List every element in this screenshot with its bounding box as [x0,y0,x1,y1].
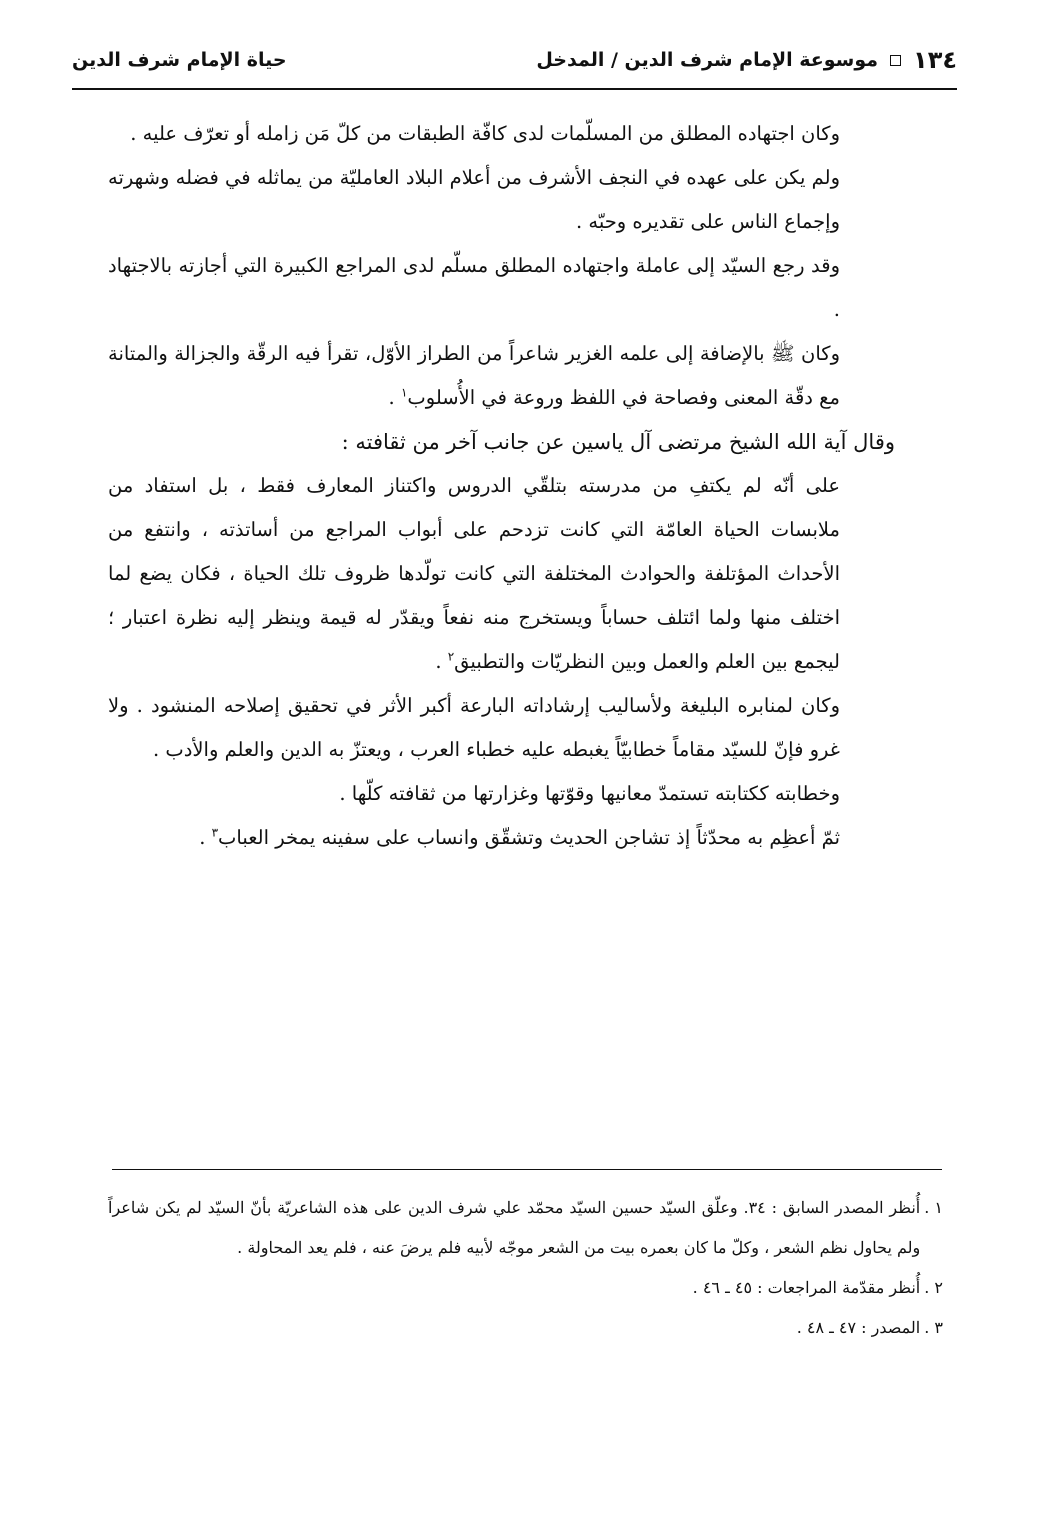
header-rule [72,88,957,90]
paragraph-4-text: وكان ﷺ بالإضافة إلى علمه الغزير شاعراً من الطراز الأوّل، تقرأ فيه الرقّة والجزالة والمتانة مع دقّة المعنى وفصاحة في اللفظ وروعة في الأُسلوب [108,342,840,409]
footnote-text: أُنظر مقدّمة المراجعات : ٤٥ ـ ٤٦ . [692,1278,921,1297]
paragraph-9-end: . [199,826,212,849]
book-title: موسوعة الإمام شرف الدين / المدخل [536,49,879,71]
footnote-ref-3: ٣ [211,825,219,840]
paragraph-1 [108,112,840,156]
footnote-ref-1: ١ [400,385,408,400]
footnote-ref-2: ٢ [447,649,455,664]
footnote-1 [108,1188,943,1268]
paragraph-2-text: ولم يكن على عهده في النجف الأشرف من أعلام البلاد العامليّة من يماثله في فضله وشهرته وإجماع الناس على تقديره وحبّه . [108,166,840,233]
page-number: ١٣٤ [913,46,957,74]
footnote-number: ١ . [924,1198,943,1217]
footnote-number: ٣ . [924,1318,943,1337]
paragraph-7 [108,684,840,772]
paragraph-5 [108,420,895,464]
running-header [72,40,957,80]
square-separator-icon [890,55,901,66]
paragraph-5-text: وقال آية الله الشيخ مرتضى آل ياسين عن جانب آخر من ثقافته : [341,430,895,454]
paragraph-3-text: وقد رجع السيّد إلى عاملة واجتهاده المطلق مسلّم لدى المراجع الكبيرة التي أجازته بالاجتهاد . [108,254,840,321]
paragraph-1-text: وكان اجتهاده المطلق من المسلّمات لدى كافّة الطبقات من كلّ مَن زامله أو تعرّف عليه . [130,122,840,145]
paragraph-2 [108,156,840,244]
body-text [108,112,895,860]
paragraph-9-text: ثمّ أعظِم به محدّثاً إذ تشاجن الحديث وتشقّق وانساب على سفينه يمخر العباب [218,826,840,849]
paragraph-9 [108,816,840,860]
paragraph-3 [108,244,840,332]
paragraph-6-text: على أنّه لم يكتفِ من مدرسته بتلقّي الدروس واكتناز المعارف فقط ، بل استفاد من ملابسات الحياة العامّة التي كانت تزدحم على أبواب المراجع من أساتذته ، وانتفع من الأحداث المؤتلفة والحوادث المختلفة التي كانت تولّدها ظروف تلك الحياة ، فكان يضع لما اختلف منها ولما ائتلف حساباً ويستخرج منه نفعاً ويقدّر له قيمة وينظر إليه نظرة اعتبار ؛ ليجمع بين العلم والعمل وبين النظريّات والتطبيق [108,474,840,673]
paragraph-8 [108,772,840,816]
paragraph-7-text: وكان لمنابره البليغة ولأساليب إرشاداته البارعة أكبر الأثر في تحقيق إصلاحه المنشود . ولا غرو فإنّ للسيّد مقاماً خطابيّاً يغبطه عليه خطباء العرب ، ويعتزّ به الدين والعلم والأدب . [108,694,840,761]
footnote-3 [108,1308,943,1348]
header-book-info [536,46,957,74]
paragraph-6-end: . [435,650,448,673]
footnote-text: المصدر : ٤٧ ـ ٤٨ . [796,1318,921,1337]
paragraph-8-text: وخطابته ككتابته تستمدّ معانيها وقوّتها وغزارتها من ثقافته كلّها . [339,782,840,805]
footnotes [108,1188,943,1348]
footnote-text: أُنظر المصدر السابق : ٣٤. وعلّق السيّد حسين السيّد محمّد علي شرف الدين على هذه الشاعريّة بأنّ السيّد لم يكن شاعراً ولم يحاول نظم الشعر ، وكلّ ما كان بعمره بيت من الشعر موجّه لأبيه فلم يرضَ عنه ، فلم يعد المحاولة . [108,1198,921,1257]
paragraph-4-end: . [388,386,401,409]
paragraph-6 [108,464,840,684]
chapter-title: حياة الإمام شرف الدين [72,49,287,71]
paragraph-4 [108,332,840,420]
footnote-number: ٢ . [924,1278,943,1297]
footnote-rule [112,1169,942,1170]
footnote-2 [108,1268,943,1308]
